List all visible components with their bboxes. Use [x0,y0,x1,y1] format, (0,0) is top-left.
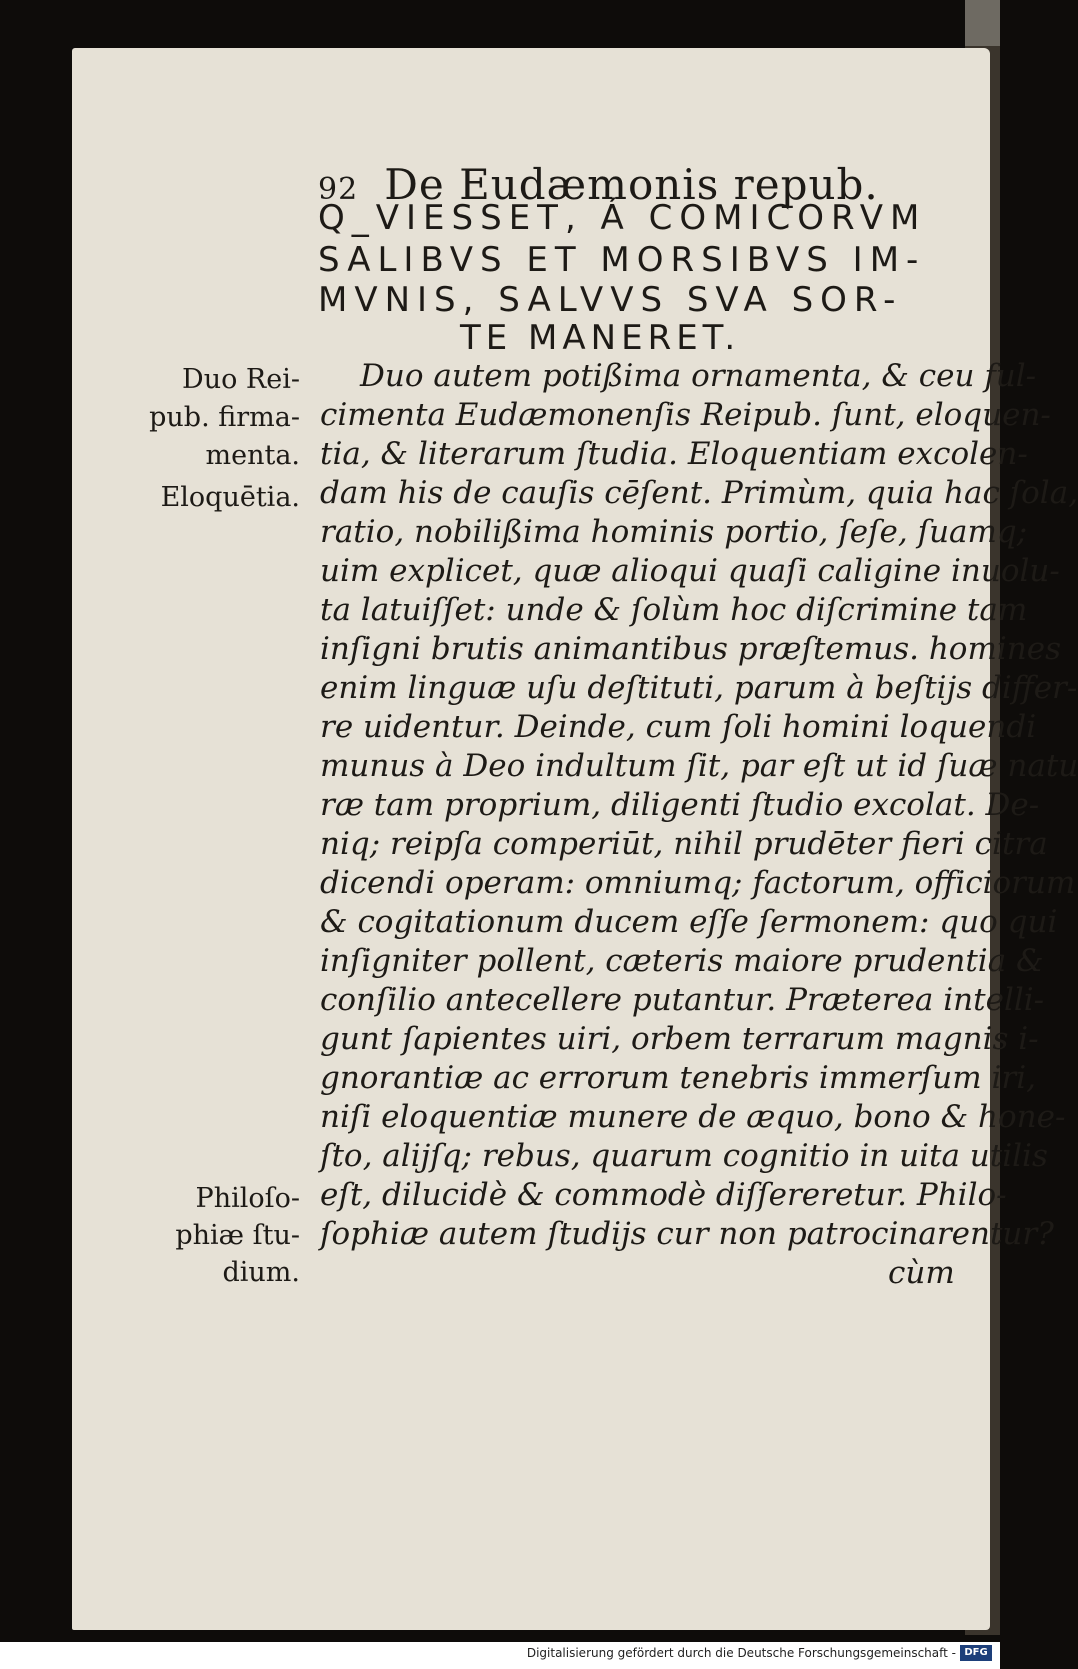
body-line: gnorantiæ ac errorum tenebris immerſum iri, [320,1060,1036,1096]
margin-note-line: Duo Rei- [182,364,300,395]
body-line: inſigni brutis animantibus præſtemus. homines [320,631,1061,667]
caps-line: MVNIS, SALVVS SVA SOR- [318,280,903,320]
page-number: 92 [318,172,359,207]
body-line: ſto, alijſq; rebus, quarum cognitio in uita utilis [320,1138,1048,1174]
body-line: ſophiæ autem ſtudijs cur non patrocinarentur? [320,1216,1054,1252]
body-line: & cogitationum ducem eſſe ſermonem: quo qui [320,904,1058,940]
margin-note-line: Philoſo- [195,1183,300,1214]
footer-bar [0,1642,1000,1669]
footer-credit: Digitalisierung gefördert durch die Deutsche Forschungsgemeinschaft - [526,1646,956,1660]
body-line: niſi eloquentiæ munere de æquo, bono & hone- [320,1099,1066,1135]
body-line: tia, & literarum ſtudia. Eloquentiam excolen- [320,436,1028,472]
body-line: re uidentur. Deinde, cum ſoli homini loquendi [320,709,1037,745]
catchword: cùm [888,1255,955,1291]
body-line: ratio, nobilißima hominis portio, ſeſe, ſuamq; [320,514,1028,550]
body-line: conſilio antecellere putantur. Præterea intelli- [320,982,1045,1018]
body-line: uim explicet, quæ alioqui quaſi caligine inuolu- [320,553,1060,589]
caps-line: TE MANERET. [460,318,741,358]
body-line: niq; reipſa comperiūt, nihil prudēter fieri citra [320,826,1048,862]
body-line: enim linguæ uſu deſtituti, parum à beſtijs differ- [320,670,1078,706]
body-line: Duo autem potißima ornamenta, & ceu ful- [360,358,1037,394]
body-line: ta latuiſſet: unde & ſolùm hoc diſcrimine tam [320,592,1028,628]
margin-note-line: menta. [205,440,300,471]
body-line: gunt ſapientes uiri, orbem terrarum magnis i- [320,1021,1039,1057]
body-line: eſt, dilucidè & commodè diſſereretur. Philo- [320,1177,1007,1213]
running-title: De Eudæmonis repub. [384,160,879,209]
body-line: munus à Deo indultum ſit, par eſt ut id ſuæ natu [320,748,1078,784]
body-line: ræ tam proprium, diligenti ſtudio excolat. De- [320,787,1040,823]
scan-edge [965,0,1000,46]
body-line: dicendi operam: omniumq; factorum, officiorum [320,865,1076,901]
caps-line: SALIBVS ET MORSIBVS IM- [318,240,926,280]
body-line: dam his de cauſis cēſent. Primùm, quia hac ſola, [320,475,1078,511]
margin-note-line: Eloquētia. [160,482,300,513]
body-line: inſigniter pollent, cæteris maiore prudentia & [320,943,1044,979]
body-line: cimenta Eudæmonenſis Reipub. ſunt, eloquen- [320,397,1051,433]
caps-line: Q_VIESSET, Á COMICORVM [318,198,927,238]
margin-note-line: pub. firma- [149,402,300,433]
margin-note-line: dium. [222,1257,300,1288]
margin-note-line: phiæ ſtu- [175,1220,300,1251]
dfg-logo: DFG [960,1645,992,1661]
